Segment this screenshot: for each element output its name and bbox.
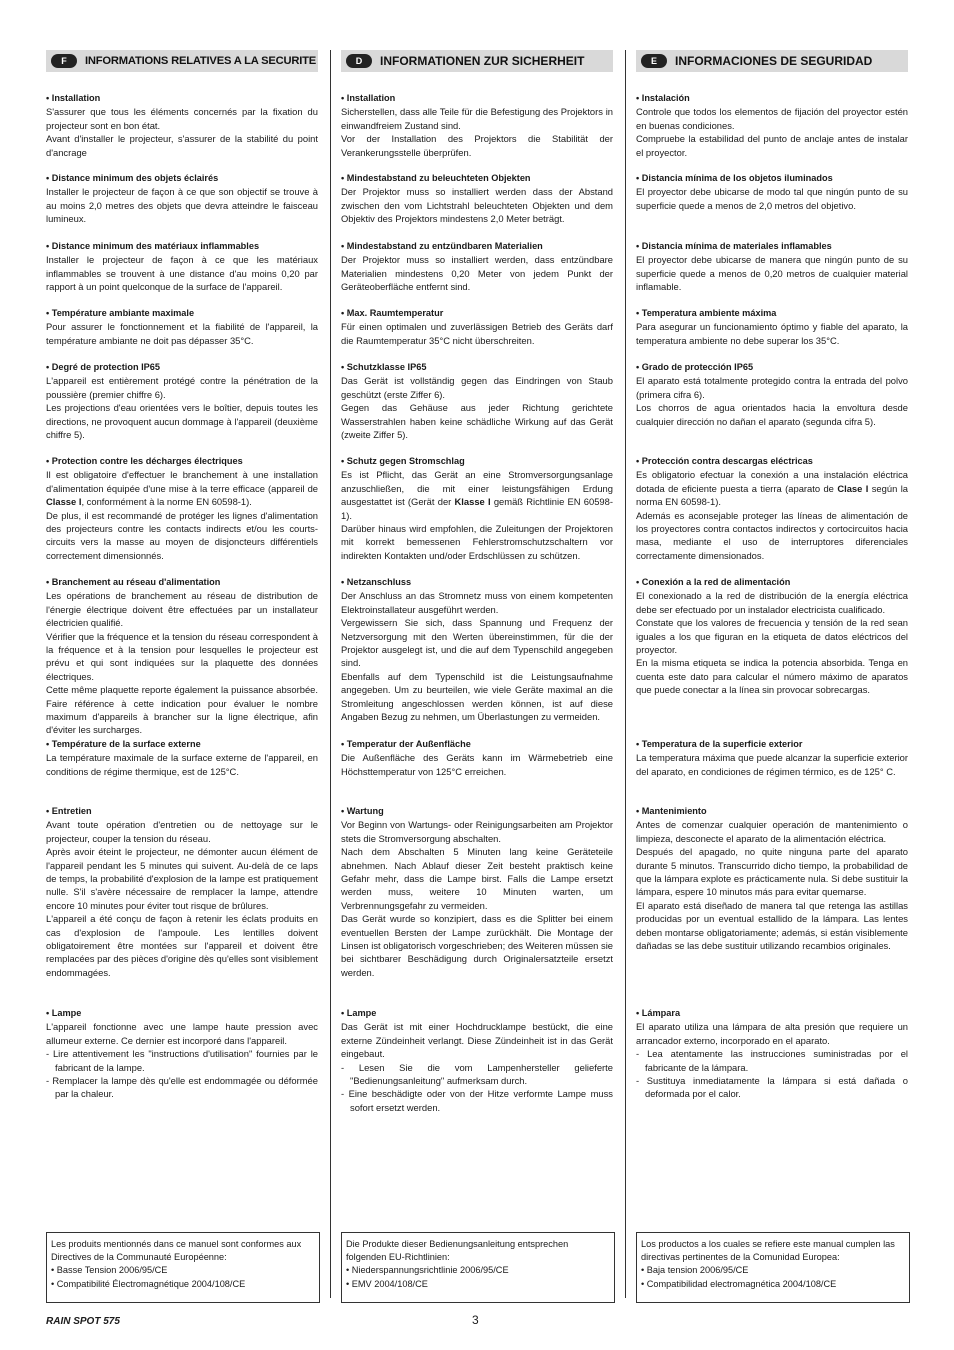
column-title: INFORMATIONEN ZUR SICHERHEIT [380,54,585,68]
safety-section [46,240,318,294]
safety-section [341,361,613,441]
section-title: • Max. Raumtemperatur [341,308,444,318]
section-title: • Distance minimum des objets éclairés [46,173,219,183]
section-paragraph: Gegen das Gehäuse aus jeder Richtung gerichtete Wasserstrahlen haben keine schädliche Wirkung auf das Gerät (zweite Ziffer 5). [341,402,613,441]
conformity-line: • Compatibilité Électromagnétique 2004/108/CE [51,1278,246,1289]
section-paragraph: Vor Beginn von Wartungs- oder Reinigungsarbeiten am Projektor stets die Stromversorgung abschalten. [341,819,613,844]
safety-column [46,50,318,1100]
section-paragraph: Es ist Pflicht, das Gerät an eine Stromversorgungsanlage anzuschließen, die mit einer leistungsfähigen Erdung ausgestattet ist (Gerät der Klasse I gemäß Richtlinie EN 60598-1). [341,469,613,521]
section-paragraph: El proyector debe ubicarse de manera que ningún punto de su superficie quede a menos de 0,20 metros de cualquier material inflamable. [636,254,908,293]
safety-section [46,307,318,347]
language-badge: F [51,54,77,68]
language-badge: E [641,54,667,68]
conformity-box [636,1232,910,1303]
safety-section [636,805,908,952]
section-paragraph: Avant d'installer le projecteur, s'assurer de la stabilité du point d'ancrage [46,133,318,158]
section-title: • Mantenimiento [636,806,707,816]
section-paragraph: - Lesen Sie die vom Lampenhersteller gelieferte "Bedienungsanleitung" aufmerksam durch. [341,1061,613,1087]
section-paragraph: Les opérations de branchement au réseau de distribution de l'énergie électrique doivent être effectuées par un installateur électricien qualifié. [46,590,318,629]
column-title: INFORMACIONES DE SEGURIDAD [675,54,873,68]
safety-section [341,240,613,294]
conformity-line: • Niederspannungsrichtlinie 2006/95/CE [346,1265,509,1276]
section-title: • Temperatur der Außenfläche [341,739,471,749]
conformity-line: Die Produkte dieser Bedienungsanleitung entsprechen folgenden EU-Richtlinien: [346,1239,569,1263]
safety-section [46,1007,318,1101]
safety-section [636,576,908,697]
column-header [46,50,318,72]
safety-section [341,1007,613,1114]
safety-column [341,50,613,1113]
section-paragraph: El aparato está totalmente protegido contra la entrada del polvo (primera cifra 6). [636,375,908,400]
section-title: • Entretien [46,806,92,816]
column-title: INFORMATIONS RELATIVES A LA SECURITE [85,55,317,67]
section-title: • Mindestabstand zu entzündbaren Materialien [341,241,543,251]
conformity-box [46,1232,320,1303]
section-paragraph: Compruebe la estabilidad del punto de anclaje antes de instalar el proyector. [636,133,908,158]
column-divider [330,50,331,1298]
section-paragraph: Das Gerät wurde so konzipiert, dass es die Splitter bei einem eventuellen Bersten der Lampe zurückhält. Die Montage der Linsen ist obligatorisch vorgeschrieben; des Weiteren müssen sie bei sichtbarer Beschädigung durch Originalersatzteile ersetzt werden. [341,913,613,978]
section-paragraph: Sicherstellen, dass alle Teile für die Befestigung des Projektors in einwandfreiem Zustand sind. [341,106,613,131]
safety-column [636,50,908,1100]
conformity-line: • Compatibilidad electromagnética 2004/108/CE [641,1278,837,1289]
section-title: • Température ambiante maximale [46,308,195,318]
conformity-line: • EMV 2004/108/CE [346,1278,428,1289]
safety-section [46,576,318,737]
section-title: • Instalación [636,93,690,103]
section-title: • Grado de protección IP65 [636,362,754,372]
safety-section [636,240,908,294]
safety-section [341,455,613,562]
section-paragraph: Constate que los valores de frecuencia y tensión de la red sean iguales a los que figuran en la etiqueta de datos eléctricos del proyector. [636,617,908,656]
safety-section [341,738,613,778]
section-paragraph: Vergewissern Sie sich, dass Spannung und Frequenz der Netzversorgung mit den Werten übereinstimmen, für die der Projektor ausgelegt ist, und die auf dem Typenschild angegeben sind. [341,617,613,669]
section-title: • Lampe [341,1008,377,1018]
safety-section [636,738,908,778]
section-title: • Distance minimum des matériaux inflammables [46,241,260,251]
section-paragraph: Der Anschluss an das Stromnetz muss von einem kompetenten Elektroinstallateur ausgeführt werden. [341,590,613,615]
column-divider [625,50,626,1298]
safety-section [341,805,613,979]
safety-section [636,455,908,562]
safety-section [636,307,908,347]
safety-section [341,576,613,723]
section-paragraph: Il est obligatoire d'effectuer le branchement à une installation d'alimentation équipée d'une mise à la terre efficace (appareil de Classe I, conformément à la norme EN 60598-1). [46,469,318,508]
section-paragraph: Vor der Installation des Projektors die Stabilität der Verankerungsstelle überprüfen. [341,133,613,158]
safety-section [636,1007,908,1101]
column-header [636,50,908,72]
section-paragraph: El conexionado a la red de distribución de la energía eléctrica debe ser efectuado por un instalador electricista cualificado. [636,590,908,615]
column-header [341,50,613,72]
page-number: 3 [472,1313,479,1327]
section-title: • Lámpara [636,1008,681,1018]
section-paragraph: Avant toute opération d'entretien ou de nettoyage sur le projecteur, couper la tension du réseau. [46,819,318,844]
section-paragraph: Installer le projecteur de façon à ce que son objectif se trouve à au moins 2,0 metres des objets que devra atteindre le faisceau lumineux. [46,186,318,225]
section-paragraph: De plus, il est recommandé de protéger les lignes d'alimentation des projecteurs contre les contacts indirects et/ou les courts-circuits vers la masse au moyen de disjoncteurs différentiels correctement dimensionnés. [46,509,318,561]
section-paragraph: Darüber hinaus wird empfohlen, die Zuleitungen der Projektoren mit korrekt bemessenen Fehlerstromschutzschaltern vor indirekten Kontakten und/oder Erdschlüssen zu schützen. [341,523,613,561]
section-title: • Installation [341,93,396,103]
section-paragraph: - Remplacer la lampe dès qu'elle est endommagée ou déformée par la chaleur. [46,1075,318,1100]
section-paragraph: Controle que todos los elementos de fijación del proyector estén en buenas condiciones. [636,106,908,131]
section-paragraph: Die Außenfläche des Geräts kann im Wärmebetrieb eine Höchsttemperatur von 125°C erreichen. [341,752,613,777]
section-paragraph: L'appareil a été conçu de façon à retenir les éclats produits en cas d'explosion de l'ampoule. Les lentilles doivent obligatoirement être montées sur l'appareil et doivent être remplacées par des pièces d'origine dès qu'elles sont visiblement endommagées. [46,913,318,978]
section-title: • Protection contre les décharges électriques [46,456,243,466]
section-paragraph: En la misma etiqueta se indica la potencia absorbida. Tenga en cuenta este dato para calcular el número máximo de aparatos que puede conectar a la línea sin provocar sobrecargas. [636,657,908,696]
section-paragraph: - Eine beschädigte oder von der Hitze verformte Lampe muss sofort ersetzt werden. [341,1088,613,1113]
section-paragraph: La temperatura máxima que puede alcanzar la superficie exterior del aparato, en condiciones de régimen térmico, es de 125° C. [636,752,908,777]
section-paragraph: Der Projektor muss so installiert werden, dass entzündbare Materialien mindestens 0,20 Meter von jedem Punkt der Geräteoberfläche entfernt sind. [341,254,613,293]
section-paragraph: Antes de comenzar cualquier operación de mantenimiento o limpieza, desconecte el aparato de la alimentación eléctrica. [636,819,908,844]
section-paragraph: Para asegurar un funcionamiento óptimo y fiable del aparato, la temperatura ambiente no debe superar los 35°C. [636,321,908,346]
section-paragraph: Das Gerät ist vollständig gegen das Eindringen von Staub geschützt (erste Ziffer 6). [341,375,613,400]
section-paragraph: Es obligatorio efectuar la conexión a una instalación eléctrica dotada de eficiente puesta a tierra (aparato de Clase I según la norma EN 60598-1). [636,469,908,508]
section-title: • Wartung [341,806,384,816]
safety-section [46,172,318,226]
safety-section [341,92,613,159]
section-paragraph: Für einen optimalen und zuverlässigen Betrieb des Geräts darf die Raumtemperatur 35°C nicht überschreiten. [341,321,613,346]
section-paragraph: Cette même plaquette reporte également la puissance absorbée. Faire référence à cette indication pour évaluer le nombre maximum d'appareils à brancher sur la ligne électrique, afin d'éviter les surcharges. [46,684,318,736]
section-title: • Protección contra descargas eléctricas [636,456,813,466]
safety-section [46,738,318,778]
section-paragraph: El proyector debe ubicarse de modo tal que ningún punto de su superficie quede a menos de 2,0 metros del objetivo. [636,186,908,211]
section-paragraph: Les projections d'eau orientées vers le boîtier, depuis toutes les directions, ne provoquent aucun dommage à l'appareil (deuxième chiffre 5). [46,402,318,441]
section-title: • Distancia mínima de materiales inflamables [636,241,832,251]
section-paragraph: Además es aconsejable proteger las líneas de alimentación de los proyectores contra contactos indirectos y cortocircuitos hacia masa, mediante el uso de interruptores diferenciales correctamente dimensionados. [636,509,908,561]
section-paragraph: L'appareil fonctionne avec une lampe haute pression avec allumeur externe. Ce dernier est incorporé dans l'appareil. [46,1021,318,1046]
safety-section [46,455,318,562]
language-badge: D [346,54,372,68]
section-title: • Lampe [46,1008,82,1018]
conformity-box [341,1232,615,1303]
section-paragraph: Das Gerät ist mit einer Hochdrucklampe bestückt, die eine externe Zündeinheit verlangt. Diese Zündeinheit ist in das Gerät eingebaut. [341,1021,613,1060]
section-paragraph: - Sustituya inmediatamente la lámpara si está dañada o deformada por el calor. [636,1075,908,1100]
section-paragraph: Ebenfalls auf dem Typenschild ist die Leistungsaufnahme angegeben. Um zu beurteilen, wie viele Geräte maximal an die Stromleitung angeschlossen werden können, ist auf diese Angaben Bezug zu nehmen, um Überlastungen zu vermeiden. [341,670,613,723]
section-paragraph: Los chorros de agua orientados hacia la envoltura desde cualquier dirección no dañan el aparato (segunda cifra 5). [636,402,908,427]
section-title: • Distancia mínima de los objetos iluminados [636,173,833,183]
conformity-line: Los productos a los cuales se refiere este manual cumplen las directivas pertinentes de la Comunidad Europea: [641,1239,895,1263]
section-paragraph: El aparato utiliza una lámpara de alta presión que requiere un arrancador externo, incorporado en el aparato. [636,1021,908,1046]
section-paragraph: - Lire attentivement les "instructions d'utilisation" fournies par le fabricant de la lampe. [46,1048,318,1073]
section-title: • Temperatura ambiente máxima [636,308,777,318]
safety-section [636,361,908,428]
section-paragraph: Nach dem Abschalten 5 Minuten lang keine Geräteteile abnehmen. Nach Ablauf dieser Zeit besteht praktisch keine Gefahr mehr, dass die Lampe birst. Falls die Lampe ersetzt werden muss, weitere 10 Minuten warten, um Verbrennungsgefahr zu vermeiden. [341,846,613,911]
section-title: • Mindestabstand zu beleuchteten Objekten [341,173,531,183]
section-title: • Conexión a la red de alimentación [636,577,791,587]
section-paragraph: La température maximale de la surface externe de l'appareil, en conditions de régime thermique, est de 125°C. [46,752,318,777]
safety-section [46,361,318,441]
section-title: • Installation [46,93,101,103]
section-paragraph: Vérifier que la fréquence et la tension du réseau correspondent à la fréquence et à la tension pour lesquelles le projecteur est prévu et qui sont indiquées sur la plaquette des données électriques. [46,630,318,682]
section-title: • Schutz gegen Stromschlag [341,456,465,466]
section-paragraph: L'appareil est entièrement protégé contre la pénétration de la poussière (premier chiffre 6). [46,375,318,400]
section-title: • Degré de protection IP65 [46,362,161,372]
footer-model-name: RAIN SPOT 575 [46,1316,120,1327]
section-paragraph: Después del apagado, no quite ninguna parte del aparato durante 5 minutos. Transcurrido dicho tiempo, la probabilidad de que la lámpara explote es prácticamente nula. Si debe sustituir la lámpara, espere 10 minutos más para evitar quemarse. [636,846,908,898]
section-title: • Température de la surface externe [46,739,201,749]
section-title: • Schutzklasse IP65 [341,362,427,372]
section-paragraph: - Lea atentamente las instrucciones suministradas por el fabricante de la lámpara. [636,1048,908,1073]
safety-section [636,172,908,212]
section-title: • Branchement au réseau d'alimentation [46,577,221,587]
conformity-line: Les produits mentionnés dans ce manuel sont conformes aux Directives de la Communauté Européenne: [51,1239,302,1263]
conformity-line: • Basse Tension 2006/95/CE [51,1265,168,1276]
section-paragraph: S'assurer que tous les éléments concernés par la fixation du projecteur sont en bon état. [46,106,318,131]
safety-section [46,805,318,979]
section-paragraph: Der Projektor muss so installiert werden dass der Abstand zwischen den vom Lichtstrahl beleuchteten Objekten und dem Objektiv des Projektors mindestens 2,0 Meter beträgt. [341,186,613,225]
section-title: • Temperatura de la superficie exterior [636,739,803,749]
safety-section [341,172,613,226]
section-paragraph: Pour assurer le fonctionnement et la fiabilité de l'appareil, la température ambiante ne doit pas dépasser 35°C. [46,321,318,346]
safety-section [341,307,613,347]
section-paragraph: Installer le projecteur de façon à ce que les matériaux inflammables se trouvent à une distance d'au moins 0,20 par rapport à un point quelconque de la surface de l'appareil. [46,254,318,293]
section-paragraph: El aparato está diseñado de manera tal que retenga las astillas producidas por un eventual estallido de la lámpara. Las lentes deben montarse obligatoriamente; además, si están visiblemente dañadas se las debe sustituir utilizando recambios originales. [636,899,908,952]
section-paragraph: Après avoir éteint le projecteur, ne démonter aucun élément de l'appareil pendant les 5 minutes qui suivent. Au-delà de ce laps de temps, la probabilité d'explosion de la lampe est pratiquement nulle. S'il s'avère nécessaire de remplacer la lampe, attendre encore 10 minutes pour éviter tout risque de brûlures. [46,846,318,911]
safety-section [46,92,318,159]
safety-section [636,92,908,159]
conformity-line: • Baja tension 2006/95/CE [641,1265,749,1276]
section-title: • Netzanschluss [341,577,412,587]
